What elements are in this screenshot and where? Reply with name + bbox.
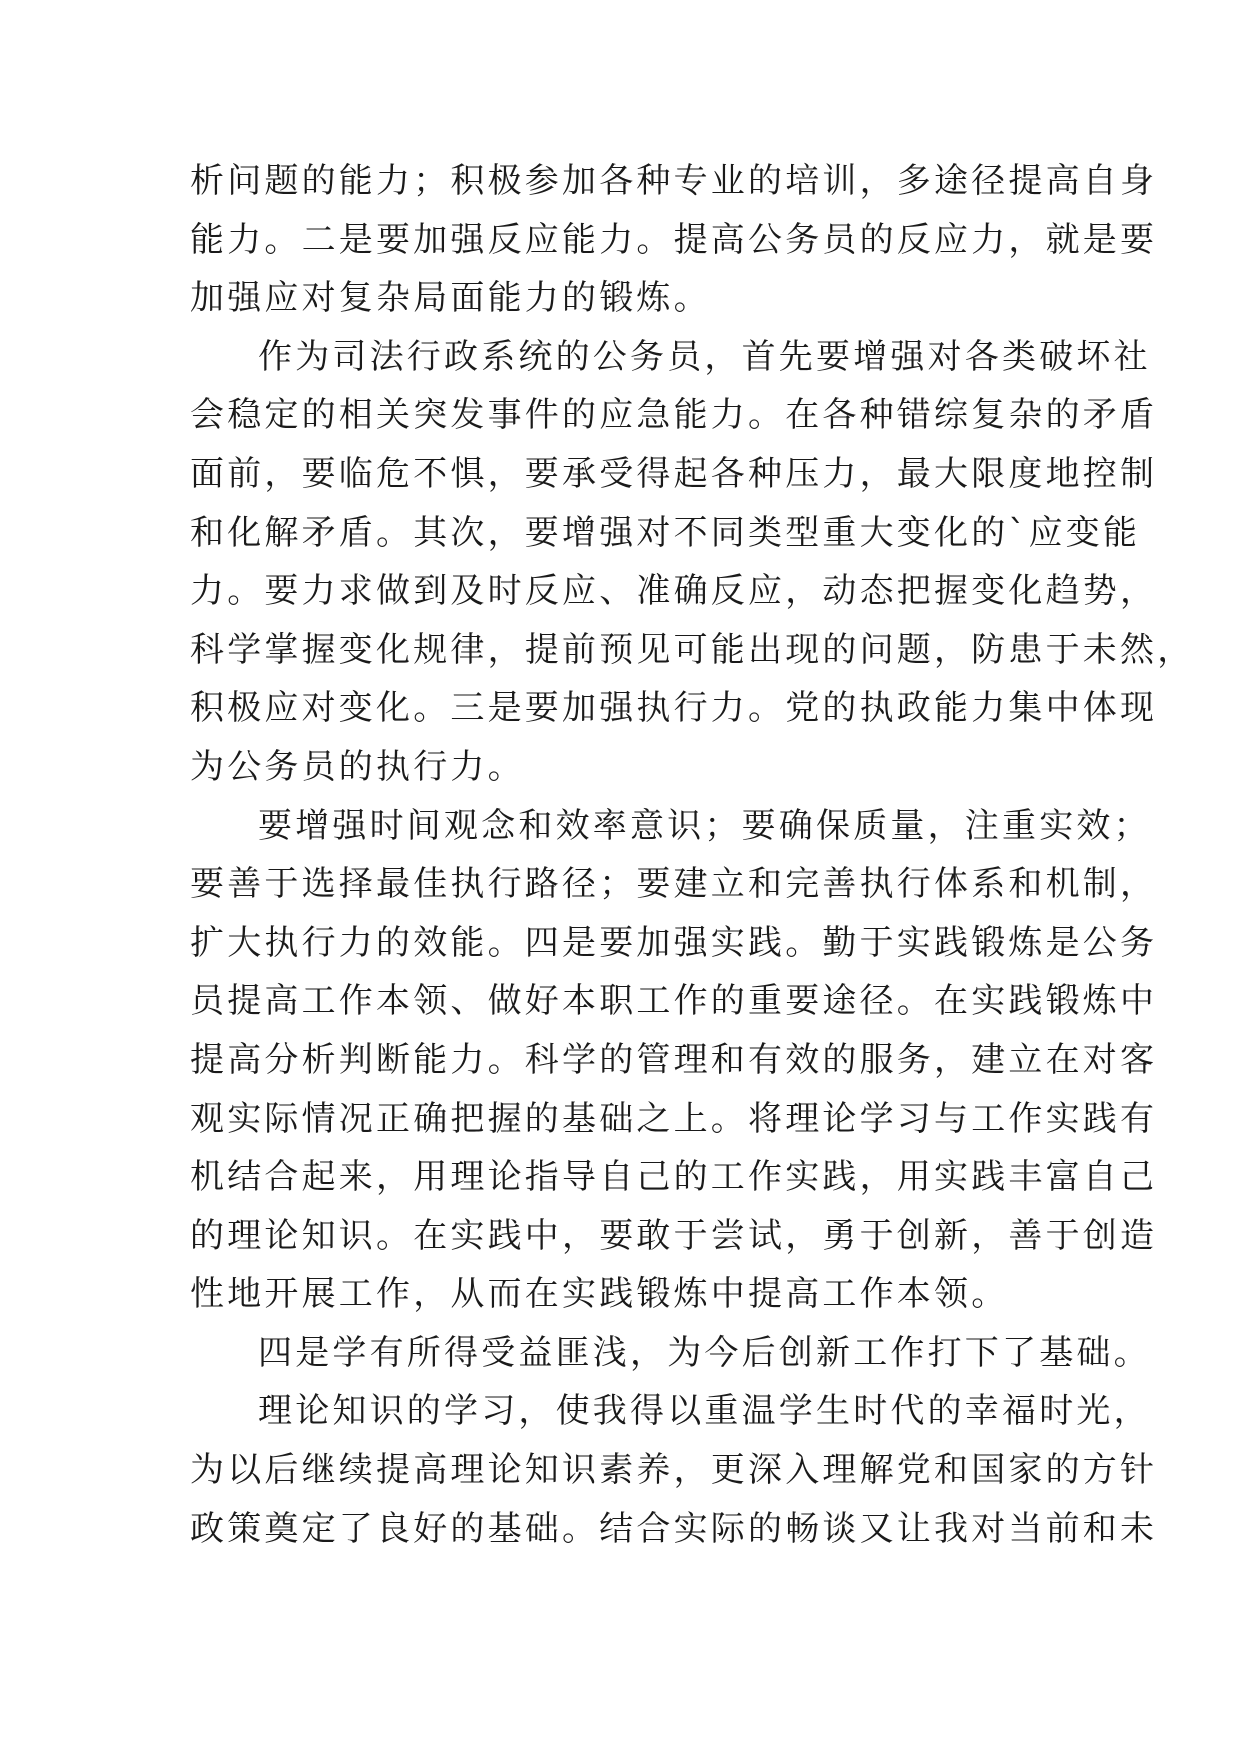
text-line: 能力。二是要加强反应能力。提高公务员的反应力，就是要	[190, 219, 1158, 260]
paragraph	[190, 1324, 1151, 1383]
text-line: 作为司法行政系统的公务员，首先要增强对各类破坏社	[258, 336, 1151, 377]
paragraph	[190, 797, 1158, 1324]
text-line: 政策奠定了良好的基础。结合实际的畅谈又让我对当前和未	[190, 1508, 1158, 1549]
text-line: 四是学有所得受益匪浅，为今后创新工作打下了基础。	[258, 1332, 1151, 1373]
text-line: 观实际情况正确把握的基础之上。将理论学习与工作实践有	[190, 1098, 1158, 1139]
text-line: 科学掌握变化规律，提前预见可能出现的问题，防患于未然，	[190, 629, 1195, 670]
paragraph	[190, 328, 1195, 797]
document-body	[190, 152, 1195, 1558]
text-line: 析问题的能力；积极参加各种专业的培训，多途径提高自身	[190, 161, 1158, 201]
text-line: 积极应对变化。三是要加强执行力。党的执政能力集中体现	[190, 688, 1158, 729]
paragraph	[190, 152, 1158, 328]
text-line: 面前，要临危不惧，要承受得起各种压力，最大限度地控制	[190, 453, 1158, 494]
paragraph	[190, 1382, 1158, 1558]
text-line: 机结合起来，用理论指导自己的工作实践，用实践丰富自己	[190, 1157, 1158, 1198]
text-line: 会稳定的相关突发事件的应急能力。在各种错综复杂的矛盾	[190, 395, 1158, 436]
text-line: 为以后继续提高理论知识素养，更深入理解党和国家的方针	[190, 1450, 1158, 1491]
text-line: 的理论知识。在实践中，要敢于尝试，勇于创新，善于创造	[190, 1215, 1158, 1256]
text-line: 力。要力求做到及时反应、准确反应，动态把握变化趋势，	[190, 571, 1158, 612]
text-line: 要善于选择最佳执行路径；要建立和完善执行体系和机制，	[190, 864, 1158, 905]
text-line: 要增强时间观念和效率意识；要确保质量，注重实效；	[258, 805, 1151, 846]
text-line: 性地开展工作，从而在实践锻炼中提高工作本领。	[190, 1274, 1009, 1315]
text-line: 为公务员的执行力。	[190, 746, 525, 787]
text-line: 扩大执行力的效能。四是要加强实践。勤于实践锻炼是公务	[190, 922, 1158, 963]
text-line: 理论知识的学习，使我得以重温学生时代的幸福时光，	[258, 1391, 1151, 1432]
text-line: 加强应对复杂局面能力的锻炼。	[190, 278, 711, 319]
text-line: 提高分析判断能力。科学的管理和有效的服务，建立在对客	[190, 1039, 1158, 1080]
text-line: 和化解矛盾。其次，要增强对不同类型重大变化的`应变能	[190, 512, 1141, 553]
text-line: 员提高工作本领、做好本职工作的重要途径。在实践锻炼中	[190, 981, 1158, 1022]
